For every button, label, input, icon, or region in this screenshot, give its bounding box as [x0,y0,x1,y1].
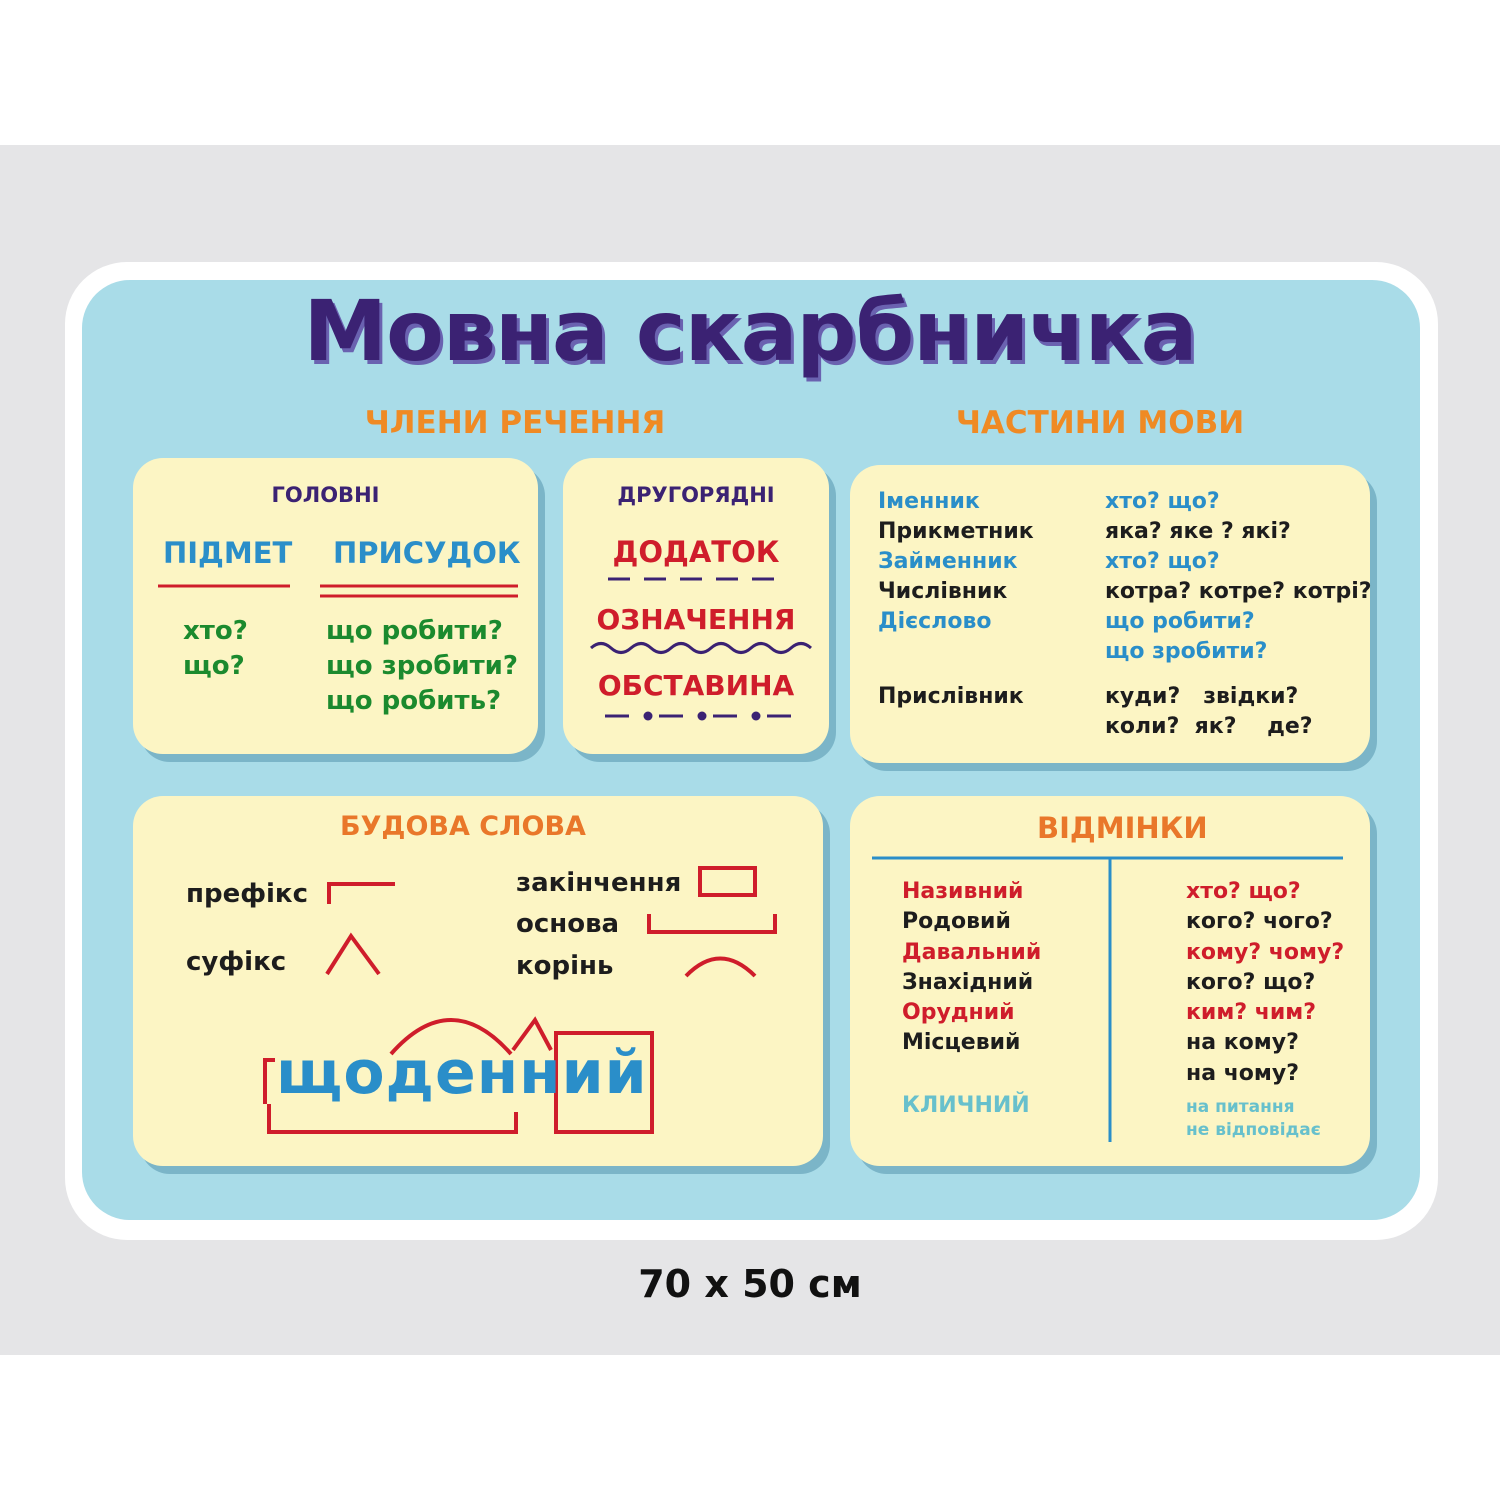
case-name: Орудний [902,1000,1015,1025]
vocative-case-name: КЛИЧНИЙ [902,1093,1030,1118]
parts-of-speech-card [850,465,1370,763]
predicate-label: ПРИСУДОК [333,536,521,570]
case-name: Місцевий [902,1030,1021,1055]
predicate-question: що робить? [326,686,502,716]
root-symbol [686,959,755,977]
cases-card [850,796,1370,1166]
pos-name: Дієслово [878,609,992,634]
vocative-note: на питання [1186,1097,1295,1117]
subject-question: що? [183,651,245,681]
root-label: корінь [516,951,614,981]
case-question: кого? що? [1186,970,1316,995]
pos-name: Числівник [878,579,1008,604]
ending-symbol [700,868,755,895]
pos-question: хто? що? [1105,489,1220,514]
predicate-question: що зробити? [326,651,518,681]
case-question: ким? чим? [1186,1000,1317,1025]
word-structure-heading: БУДОВА СЛОВА [340,811,586,842]
case-question: на чому? [1186,1061,1300,1086]
case-question: на кому? [1186,1030,1299,1055]
case-question: хто? що? [1186,879,1301,904]
suffix-symbol [327,936,379,974]
case-question: кого? чого? [1186,909,1333,934]
suffix-label: суфікс [186,947,287,977]
cases-heading: ВІДМІНКИ [1037,811,1208,845]
example-prefix-mark [265,1060,275,1104]
pos-question: яка? яке ? які? [1105,519,1291,544]
pos-question: куди? звідки? [1105,684,1299,709]
morpheme-symbols [133,796,823,1166]
stem-symbol [649,914,775,932]
adverbial-dot [644,712,653,721]
vocative-note: не відповідає [1186,1120,1321,1140]
example-stem-mark [269,1104,516,1132]
pos-name: Прислівник [878,684,1024,709]
predicate-question: що робити? [326,616,503,646]
main-members-card [133,458,538,754]
pos-question: що робити? [1105,609,1255,634]
pos-name: Прикметник [878,519,1034,544]
pos-question: котра? котре? котрі? [1105,579,1372,604]
pos-question: коли? як? де? [1105,714,1313,739]
case-name: Називний [902,879,1024,904]
word-structure-card [133,796,823,1166]
attribute-label: ОЗНАЧЕННЯ [596,603,796,636]
pos-question: хто? що? [1105,549,1220,574]
pos-name: Іменник [878,489,980,514]
sentence-members-heading: ЧЛЕНИ РЕЧЕННЯ [364,405,666,441]
case-name: Родовий [902,909,1011,934]
case-name: Давальний [902,940,1042,965]
ending-label: закінчення [516,868,682,898]
adverbial-label: ОБСТАВИНА [597,669,795,702]
adverbial-dot [752,712,761,721]
adverbial-dot [698,712,707,721]
attribute-wavy-line [591,644,811,653]
pos-name: Займенник [878,549,1018,574]
main-members-heading: ГОЛОВНІ [271,483,380,507]
secondary-members-heading: ДРУГОРЯДНІ [617,483,775,507]
subject-question: хто? [183,616,248,646]
size-caption: 70 х 50 см [638,1262,862,1306]
case-question: кому? чому? [1186,940,1345,965]
poster-title: Мовна скарбничка [303,282,1197,380]
subject-label: ПІДМЕТ [163,536,293,570]
example-word: щоденний [276,1038,648,1108]
secondary-members-card [563,458,829,754]
case-name: Знахідний [902,970,1034,995]
pos-question: що зробити? [1105,639,1268,664]
parts-of-speech-heading: ЧАСТИНИ МОВИ [955,405,1245,441]
stem-label: основа [516,909,620,939]
prefix-label: префікс [186,879,308,909]
underline-marks [133,458,538,618]
secondary-marks [563,458,829,754]
prefix-symbol [329,884,395,904]
object-label: ДОДАТОК [612,535,780,569]
